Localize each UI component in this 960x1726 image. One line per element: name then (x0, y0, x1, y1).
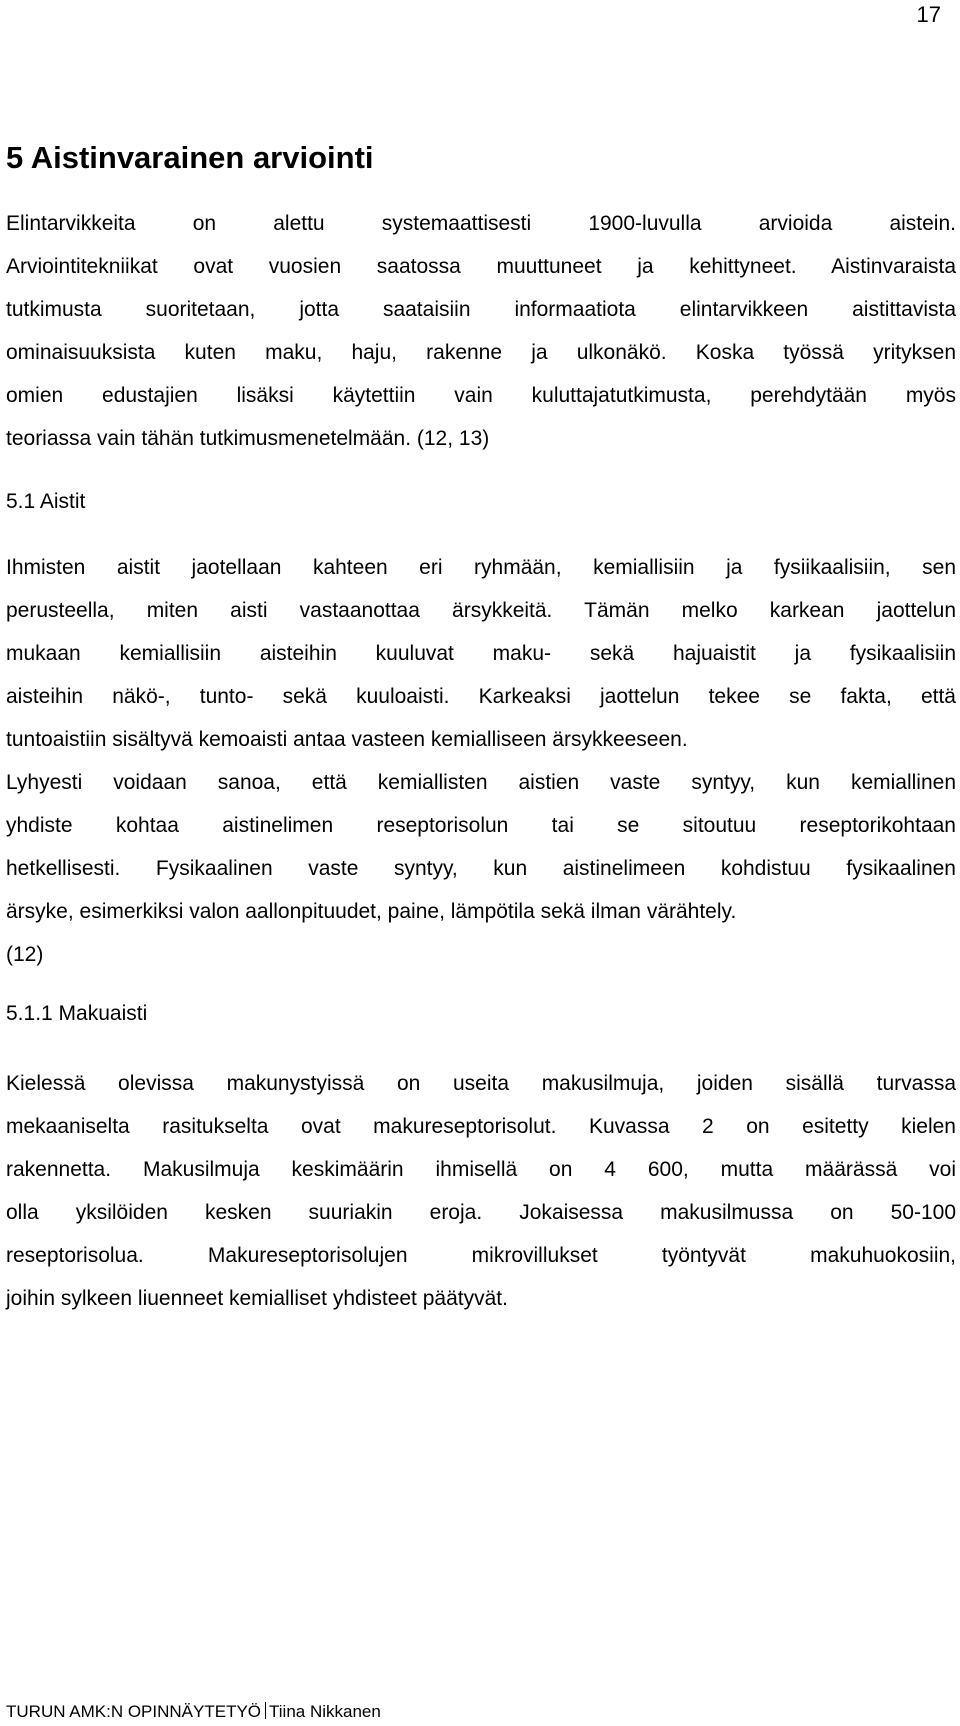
footer-author: Tiina Nikkanen (269, 1702, 381, 1721)
text-line: aisteihin näkö-, tunto- sekä kuuloaisti. Karkeaksi jaottelun tekee se fakta, että (6, 685, 956, 708)
chapter-title: 5 Aistinvarainen arviointi (6, 140, 374, 175)
text-line: tuntoaistiin sisältyvä kemoaisti antaa vasteen kemialliseen ärsykkeeseen. (6, 728, 688, 751)
section-title: 5.1 Aistit (6, 490, 86, 513)
text-line: perusteella, miten aisti vastaanottaa ärsykkeitä. Tämän melko karkean jaottelun (6, 599, 956, 622)
text-line: mukaan kemiallisiin aisteihin kuuluvat maku- sekä hajuaistit ja fysikaalisiin (6, 642, 956, 665)
page-content (6, 140, 956, 1320)
footer-separator (265, 1702, 266, 1719)
text-line: Elintarvikkeita on alettu systemaattisesti 1900-luvulla arvioida aistein. (6, 212, 956, 235)
text-line: (12) (6, 943, 44, 966)
text-line: Lyhyesti voidaan sanoa, että kemiallisten aistien vaste syntyy, kun kemiallinen (6, 771, 956, 794)
text-line: yhdiste kohtaa aistinelimen reseptorisolun tai se sitoutuu reseptorikohtaan (6, 814, 956, 837)
text-line: omien edustajien lisäksi käytettiin vain kuluttajatutkimusta, perehdytään myös (6, 384, 956, 407)
subsection-paragraph (6, 1062, 956, 1320)
section-paragraph (6, 546, 956, 976)
text-line: rakennetta. Makusilmuja keskimäärin ihmisellä on 4 600, mutta määrässä voi (6, 1158, 956, 1181)
text-line: tutkimusta suoritetaan, jotta saataisiin informaatiota elintarvikkeen aistittavista (6, 298, 956, 321)
text-line: Ihmisten aistit jaotellaan kahteen eri ryhmään, kemiallisiin ja fysiikaalisiin, sen (6, 556, 956, 579)
text-line: Kielessä olevissa makunystyissä on useita makusilmuja, joiden sisällä turvassa (6, 1072, 956, 1095)
text-line: olla yksilöiden kesken suuriakin eroja. Jokaisessa makusilmussa on 50-100 (6, 1201, 956, 1224)
text-line: teoriassa vain tähän tutkimusmenetelmään. (12, 13) (6, 427, 490, 450)
text-line: Arviointitekniikat ovat vuosien saatossa muuttuneet ja kehittyneet. Aistinvaraista (6, 255, 956, 278)
text-line: ominaisuuksista kuten maku, haju, rakenne ja ulkonäkö. Koska työssä yrityksen (6, 341, 956, 364)
text-line: mekaaniselta rasitukselta ovat makureseptorisolut. Kuvassa 2 on esitetty kielen (6, 1115, 956, 1138)
subsection-title: 5.1.1 Makuaisti (6, 1002, 148, 1025)
page-footer (6, 1702, 381, 1722)
text-line: hetkellisesti. Fysikaalinen vaste syntyy, kun aistinelimeen kohdistuu fysikaalinen (6, 857, 956, 880)
page-number: 17 (916, 2, 941, 27)
text-line: ärsyke, esimerkiksi valon aallonpituudet, paine, lämpötila sekä ilman värähtely. (6, 900, 737, 923)
text-line: joihin sylkeen liuenneet kemialliset yhdisteet päätyvät. (6, 1287, 508, 1310)
text-line: reseptorisolua. Makureseptorisolujen mikrovillukset työntyvät makuhuokosiin, (6, 1244, 956, 1267)
footer-institution: TURUN AMK:N OPINNÄYTETYÖ (6, 1702, 262, 1721)
intro-paragraph (6, 202, 956, 460)
